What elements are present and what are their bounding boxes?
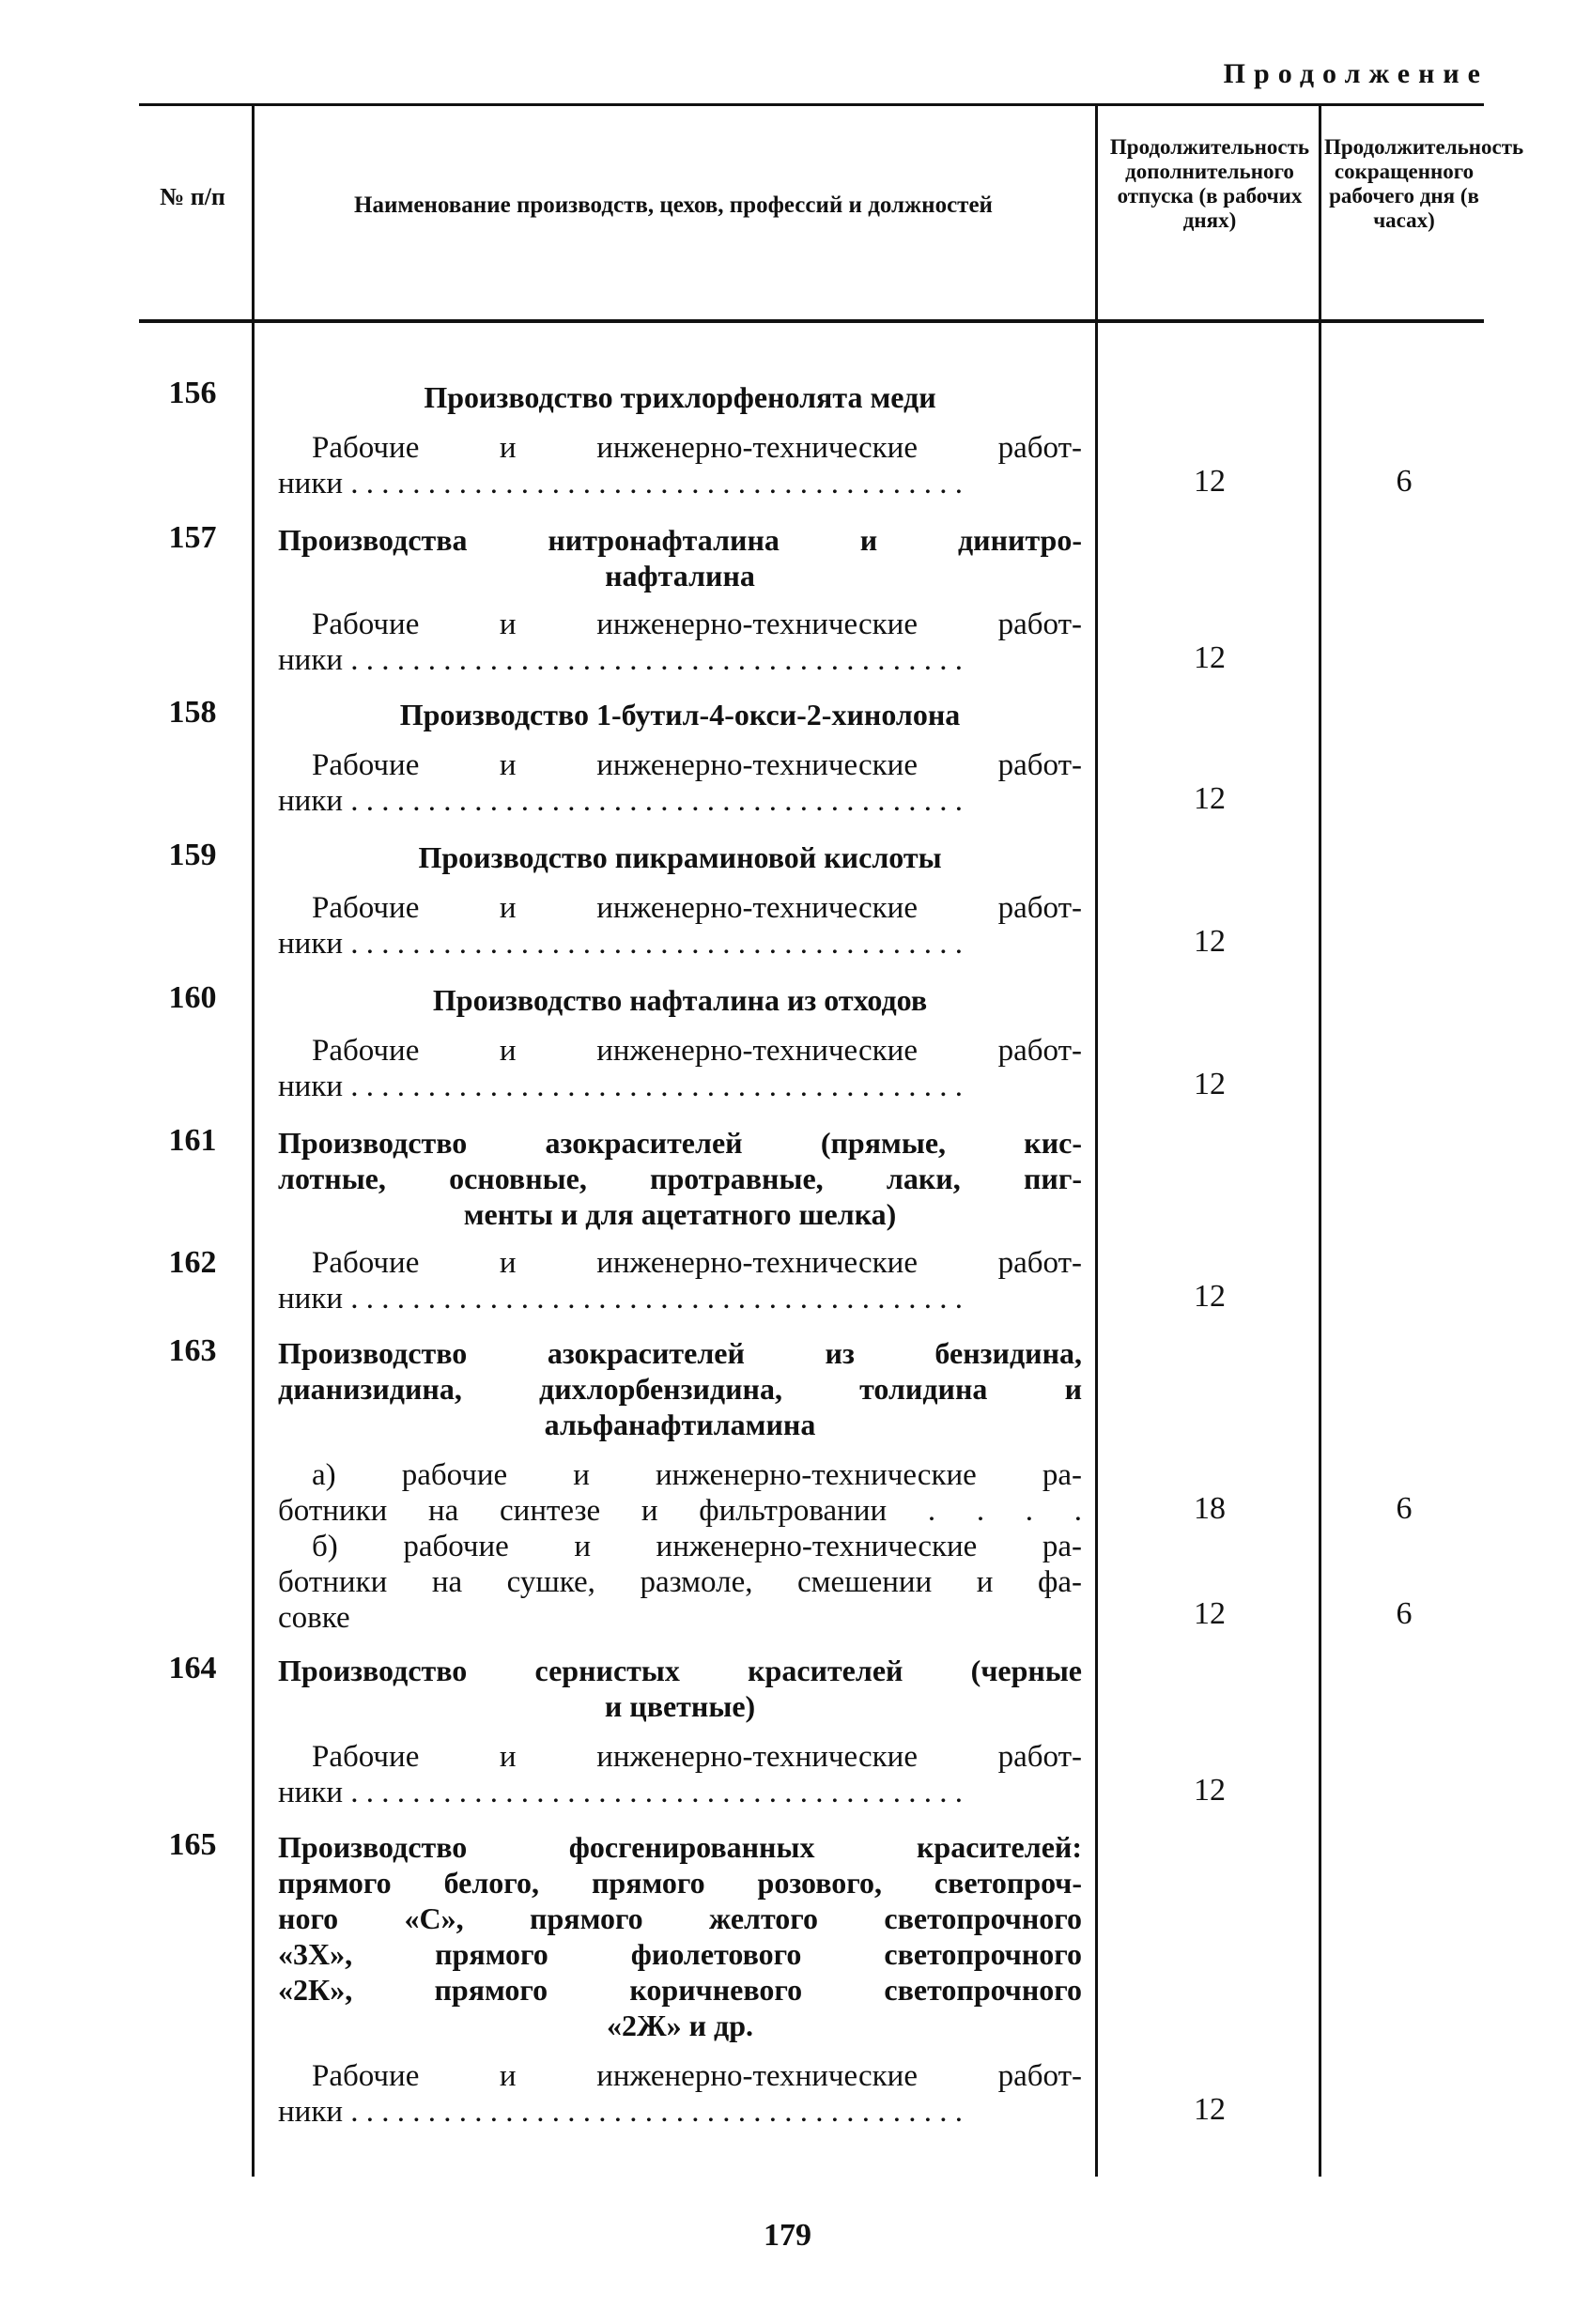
leave-value: 12 (1194, 464, 1226, 499)
row-number: 161 (168, 1123, 217, 1158)
row-title (278, 1829, 1082, 2043)
row-subtitle (278, 430, 1082, 501)
row-title: Производство пикраминовой кислоты (418, 840, 942, 874)
workday-value: 6 (1396, 1596, 1413, 1631)
title-line: Производства нитронафталина и динитро- (278, 523, 1082, 557)
page-number: 179 (764, 2218, 811, 2253)
row-number: 157 (168, 520, 217, 555)
header-name: Наименование производств, цехов, профессий и должностей (354, 192, 993, 218)
title-line: «3Х», прямого фиолетового светопрочного (278, 1937, 1082, 1971)
row-title: Производство 1-бутил-4-окси-2-хинолона (399, 698, 961, 731)
subtitle-line: Рабочие и инженерно-технические работ- (312, 1246, 1082, 1280)
leave-value: 18 (1194, 1491, 1226, 1526)
row-title (278, 1125, 1082, 1232)
header-bottom-rule (139, 319, 1484, 323)
subtitle-line: Рабочие и инженерно-технические работ- (312, 748, 1082, 782)
title-line: «2К», прямого коричневого светопрочного (278, 1973, 1082, 2007)
subtitle-line: Рабочие и инженерно-технические работ- (312, 1034, 1082, 1068)
header-workday: Продолжительность сокращенного рабочего дня (в часах) (1324, 135, 1524, 232)
subtitle-line: ники . . . (278, 1069, 1082, 1104)
leave-value: 12 (1194, 924, 1226, 959)
title-line: прямого белого, прямого розового, светопроч- (278, 1866, 1082, 1900)
subtitle-line: ники . . . (278, 1775, 1082, 1810)
row-number: 164 (168, 1651, 217, 1685)
leave-value: 12 (1194, 640, 1226, 675)
title-line: Производство азокрасителей из бензидина, (278, 1336, 1082, 1370)
subtitle-line: Рабочие и инженерно-технические работ- (312, 891, 1082, 925)
leave-value: 12 (1194, 2092, 1226, 2127)
row-number: 158 (168, 695, 217, 730)
row-number: 162 (168, 1245, 217, 1280)
column-divider-2 (1095, 105, 1098, 2177)
title-line: и цветные) (604, 1689, 756, 1723)
title-line: ного «С», прямого желтого светопрочного (278, 1901, 1082, 1935)
subtitle-line: совке (278, 1601, 350, 1635)
row-number: 159 (168, 838, 217, 872)
title-line: дианизидина, дихлорбензидина, толидина и (278, 1372, 1082, 1406)
subtitle-line: а) рабочие и инженерно-технические ра- (312, 1458, 1082, 1492)
subtitle-line: ники . . . (278, 1281, 1082, 1316)
row-subtitle-b (278, 1529, 1082, 1636)
continuation-label: Продолжение (1223, 58, 1489, 89)
row-subtitle (278, 607, 1082, 678)
table-top-rule (139, 103, 1484, 106)
row-title (278, 1335, 1082, 1442)
subtitle-line: ботники на сушке, размоле, смешении и фа- (278, 1565, 1082, 1599)
subtitle-line: ники . . . (278, 926, 1082, 962)
row-subtitle (278, 747, 1082, 819)
subtitle-line: Рабочие и инженерно-технические работ- (312, 2059, 1082, 2093)
title-line: лотные, основные, протравные, лаки, пиг- (278, 1162, 1082, 1195)
row-subtitle (278, 2058, 1082, 2130)
row-title (278, 522, 1082, 593)
title-line: альфанафтиламина (544, 1408, 816, 1441)
row-number: 160 (168, 980, 217, 1015)
subtitle-line: ники . . . (278, 642, 1082, 678)
subtitle-line: Рабочие и инженерно-технические работ- (312, 431, 1082, 465)
subtitle-line: Рабочие и инженерно-технические работ- (312, 1740, 1082, 1774)
row-subtitle (278, 890, 1082, 962)
leave-value: 12 (1194, 1596, 1226, 1631)
leave-value: 12 (1194, 1773, 1226, 1808)
subtitle-line: ники . . . (278, 783, 1082, 819)
title-line: менты и для ацетатного шелка) (463, 1197, 897, 1231)
subtitle-line: ники . . . (278, 2094, 1082, 2130)
row-title: Производство трихлорфенолята меди (424, 380, 936, 414)
subtitle-line: б) рабочие и инженерно-технические ра- (312, 1530, 1082, 1563)
title-line: нафталина (605, 559, 755, 593)
row-number: 163 (168, 1333, 217, 1368)
row-number: 165 (168, 1827, 217, 1862)
leave-value: 12 (1194, 781, 1226, 816)
leave-value: 12 (1194, 1067, 1226, 1101)
workday-value: 6 (1396, 464, 1413, 499)
column-divider-1 (252, 105, 255, 2177)
row-subtitle-a (278, 1457, 1082, 1529)
row-subtitle (278, 1739, 1082, 1810)
row-subtitle (278, 1245, 1082, 1316)
subtitle-line: ники . . . (278, 466, 1082, 501)
row-subtitle (278, 1033, 1082, 1104)
title-line: Производство азокрасителей (прямые, кис- (278, 1126, 1082, 1160)
leave-value: 12 (1194, 1279, 1226, 1314)
column-divider-3 (1319, 105, 1321, 2177)
workday-value: 6 (1396, 1491, 1413, 1526)
title-line: «2Ж» и др. (606, 2008, 754, 2042)
subtitle-line: ботники на синтезе и фильтровании . . . . (278, 1494, 1082, 1528)
row-title: Производство нафталина из отходов (432, 983, 928, 1017)
header-leave: Продолжительность дополнительного отпуска (в рабочих днях) (1109, 135, 1310, 232)
row-number: 156 (168, 376, 217, 410)
subtitle-line: Рабочие и инженерно-технические работ- (312, 608, 1082, 641)
title-line: Производство сернистых красителей (черные (278, 1654, 1082, 1687)
header-number: № п/п (160, 183, 225, 210)
row-title (278, 1653, 1082, 1724)
title-line: Производство фосгенированных красителей: (278, 1830, 1082, 1864)
